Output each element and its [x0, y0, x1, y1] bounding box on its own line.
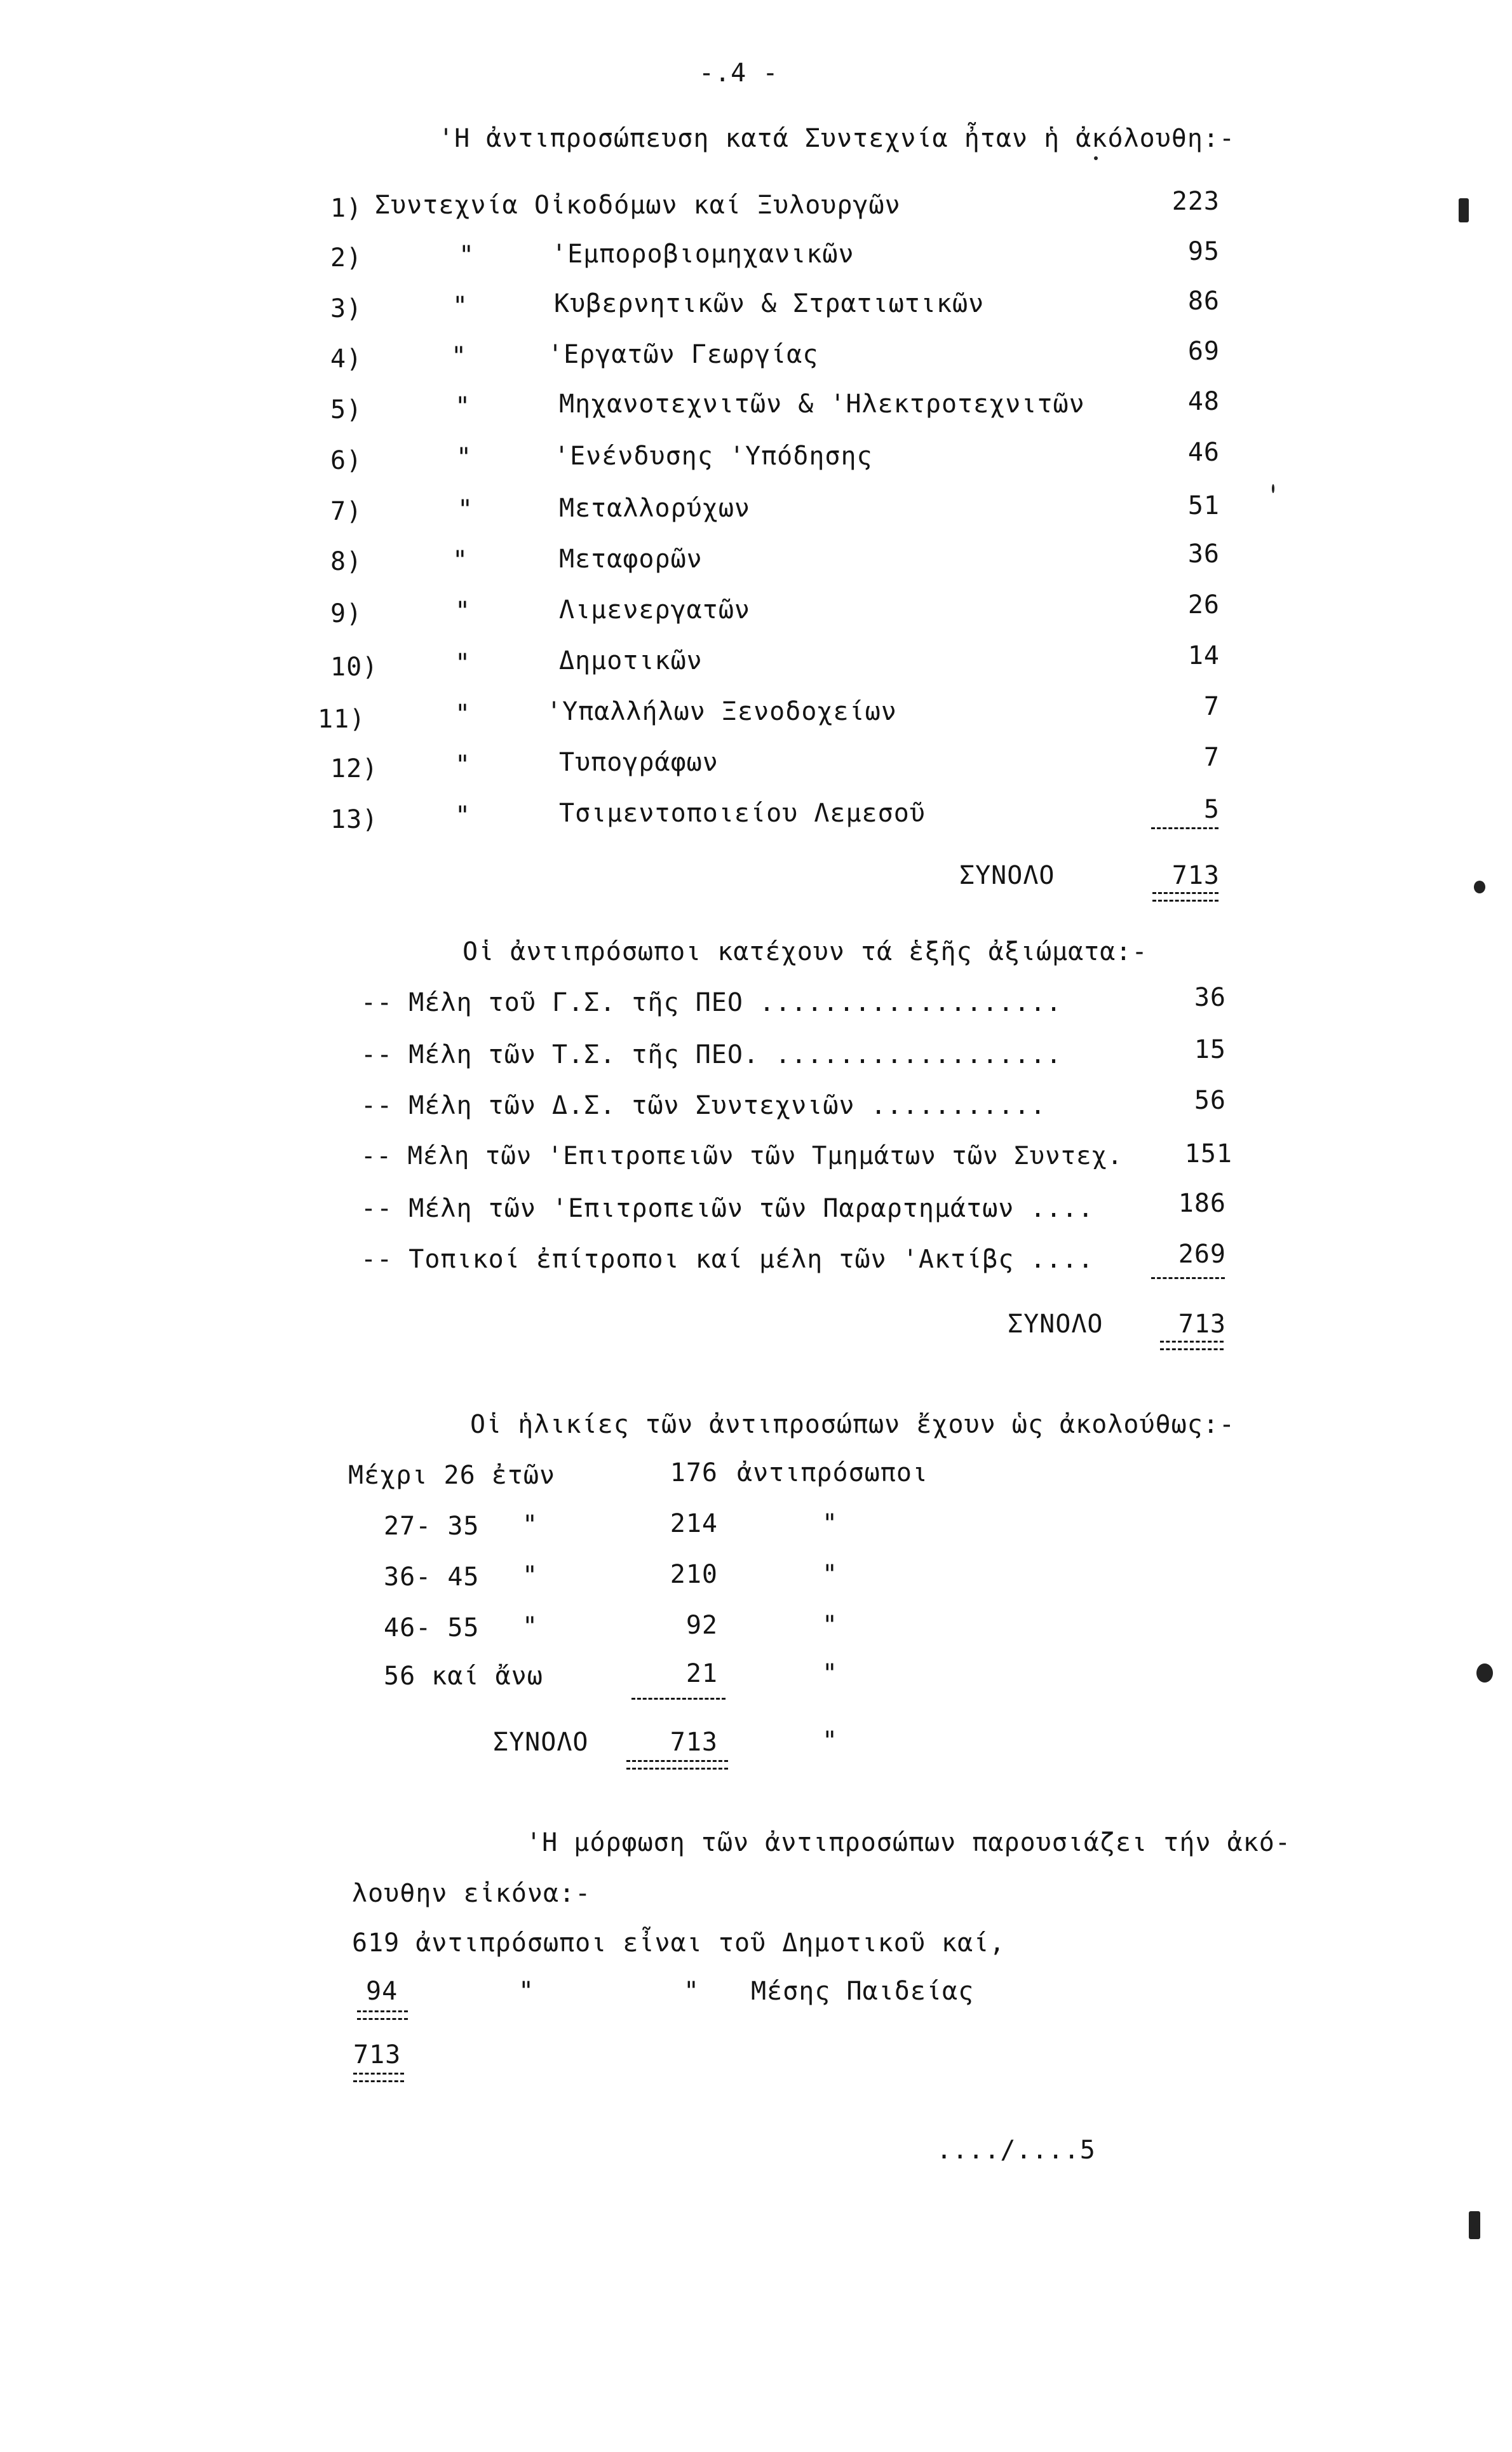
education-secondary-count: 94 [366, 1977, 398, 2006]
scan-speck [1094, 156, 1098, 160]
unions-total: 713 [1171, 861, 1220, 890]
subtotal-rule [1151, 827, 1218, 829]
office-count: 186 [1178, 1189, 1226, 1218]
union-name: Δημοτικῶν [559, 646, 703, 675]
age-unit: " [822, 1560, 839, 1589]
ages-intro: Οἱ ἡλικίες τῶν ἀντιπροσώπων ἔχουν ὡς ἀκολούθως:- [470, 1410, 1235, 1439]
union-count: 223 [1171, 187, 1220, 216]
union-count: 26 [1187, 590, 1220, 620]
union-ditto: " [455, 392, 471, 421]
union-name: Μηχανοτεχνιτῶν & 'Ηλεκτροτεχνιτῶν [559, 389, 1085, 419]
office-label: -- Τοπικοί ἐπίτροποι καί μέλη τῶν 'Ακτίβς .... [361, 1245, 1094, 1274]
age-range: Μέχρι 26 ἐτῶν [348, 1461, 556, 1490]
age-range: 36- 45 [384, 1562, 480, 1592]
office-label: -- Μέλη τῶν Τ.Σ. τῆς ΠΕΟ. .................. [361, 1040, 1062, 1069]
ages-total: 713 [670, 1728, 718, 1757]
age-unit: " [822, 1509, 839, 1538]
union-name: Μεταλλορύχων [559, 494, 750, 523]
education-primary-line: 619 ἀντιπρόσωποι εἶναι τοῦ Δημοτικοῦ καί, [352, 1928, 1006, 1958]
education-total: 713 [353, 2040, 402, 2069]
office-count: 56 [1194, 1086, 1226, 1115]
union-count: 7 [1203, 692, 1220, 721]
age-count: 92 [685, 1611, 718, 1640]
age-unit: ἀντιπρόσωποι [737, 1458, 928, 1487]
union-ditto: " [455, 801, 471, 830]
offices-total: 713 [1178, 1310, 1226, 1339]
union-name: Μεταφορῶν [559, 545, 703, 574]
office-count: 269 [1178, 1240, 1226, 1269]
age-range: 56 καί ἄνω [384, 1662, 543, 1691]
union-number: 9) [330, 599, 363, 628]
union-ditto: " [456, 443, 473, 472]
ages-total-label: ΣΥΝΟΛΟ [493, 1728, 589, 1757]
union-name: Τσιμεντοποιείου Λεμεσοῦ [559, 799, 926, 828]
total-double-rule [626, 1760, 728, 1770]
union-number: 10) [330, 653, 379, 682]
union-ditto: " [452, 546, 469, 575]
union-number: 6) [330, 446, 363, 475]
age-range: 46- 55 [384, 1613, 480, 1643]
age-range: 27- 35 [384, 1512, 480, 1541]
union-name: 'Ενένδυσης 'Υπόδησης [554, 442, 873, 471]
union-count: 46 [1187, 438, 1220, 467]
office-count: 15 [1194, 1035, 1226, 1064]
union-number: 12) [330, 754, 379, 783]
union-name: Συντεχνία Οἰκοδόμων καί Ξυλουργῶν [375, 191, 901, 220]
office-label: -- Μέλη τῶν Δ.Σ. τῶν Συντεχνιῶν ........... [361, 1091, 1046, 1120]
union-number: 1) [330, 194, 363, 223]
union-ditto: " [455, 750, 471, 780]
union-ditto: " [455, 597, 471, 626]
union-name: 'Υπαλλήλων Ξενοδοχείων [546, 697, 897, 726]
total-double-rule [353, 2073, 404, 2082]
union-name: Λιμενεργατῶν [559, 595, 750, 625]
total-double-rule [1160, 1341, 1224, 1350]
union-ditto: " [451, 342, 468, 371]
education-intro-line-2: λουθην εἰκόνα:- [352, 1879, 591, 1908]
union-ditto: " [455, 700, 471, 729]
representation-intro: 'Η ἀντιπροσώπευση κατά Συντεχνία ἦταν ἡ ἀκόλουθη:- [438, 124, 1236, 153]
union-count: 69 [1187, 337, 1220, 366]
ages-total-unit: " [822, 1726, 839, 1756]
union-number: 5) [330, 395, 363, 424]
page-number: -.4 - [699, 58, 779, 88]
age-count: 21 [685, 1659, 718, 1688]
age-count: 214 [670, 1509, 718, 1538]
union-ditto: " [452, 292, 469, 321]
union-ditto: " [455, 649, 471, 678]
office-count: 151 [1184, 1139, 1232, 1168]
offices-intro: Οἱ ἀντιπρόσωποι κατέχουν τά ἑξῆς ἀξιώματα:- [462, 937, 1148, 966]
union-name: Κυβερνητικῶν & Στρατιωτικῶν [554, 289, 985, 318]
union-count: 48 [1187, 387, 1220, 416]
education-secondary-text: Μέσης Παιδείας [751, 1977, 975, 2006]
union-count: 36 [1187, 539, 1220, 569]
scan-speck [1476, 1663, 1493, 1683]
union-number: 11) [318, 705, 366, 734]
education-secondary-ditto: " [518, 1977, 535, 2006]
office-label: -- Μέλη τῶν 'Επιτροπειῶν τῶν Παραρτημάτων .... [361, 1194, 1094, 1223]
union-number: 7) [330, 497, 363, 526]
continuation-marker: ..../....5 [936, 2136, 1096, 2165]
office-label: -- Μέλη τοῦ Γ.Σ. τῆς ΠΕΟ ................... [361, 988, 1062, 1017]
education-secondary-ditto-2: " [684, 1977, 700, 2006]
office-label: -- Μέλη τῶν 'Επιτροπειῶν τῶν Τμημάτων τῶν Συντεχ. [361, 1142, 1123, 1170]
education-intro-line-1: 'Η μόρφωση τῶν ἀντιπροσώπων παρουσιάζει τήν ἀκό- [526, 1828, 1291, 1857]
union-ditto: " [457, 495, 474, 524]
union-number: 8) [330, 547, 363, 576]
age-count: 176 [670, 1458, 718, 1487]
age-ditto: " [522, 1612, 539, 1641]
union-ditto: " [459, 241, 475, 270]
union-number: 4) [330, 344, 363, 374]
union-name: 'Εμποροβιομηχανικῶν [551, 240, 854, 269]
age-ditto: " [522, 1510, 539, 1540]
subtotal-rule [1151, 1277, 1225, 1279]
union-name: 'Εργατῶν Γεωργίας [548, 340, 819, 369]
union-count: 86 [1187, 287, 1220, 316]
total-double-rule [1152, 892, 1218, 902]
subtotal-rule [631, 1698, 726, 1700]
union-count: 7 [1203, 743, 1220, 772]
union-number: 2) [330, 243, 363, 273]
scan-speck [1272, 484, 1274, 493]
union-count: 95 [1187, 237, 1220, 266]
scan-speck [1474, 881, 1485, 893]
unions-total-label: ΣΥΝΟΛΟ [959, 861, 1055, 890]
age-count: 210 [670, 1560, 718, 1589]
office-count: 36 [1194, 983, 1226, 1012]
total-double-rule [357, 2010, 408, 2020]
union-count: 14 [1187, 641, 1220, 670]
age-unit: " [822, 1611, 839, 1640]
offices-total-label: ΣΥΝΟΛΟ [1008, 1310, 1104, 1339]
age-unit: " [822, 1659, 839, 1688]
age-ditto: " [522, 1561, 539, 1590]
union-number: 3) [330, 294, 363, 323]
union-number: 13) [330, 805, 379, 834]
union-count: 5 [1203, 795, 1220, 824]
scan-speck [1469, 2211, 1480, 2239]
union-name: Τυπογράφων [559, 748, 719, 777]
union-count: 51 [1187, 491, 1220, 520]
scan-speck [1459, 198, 1469, 222]
